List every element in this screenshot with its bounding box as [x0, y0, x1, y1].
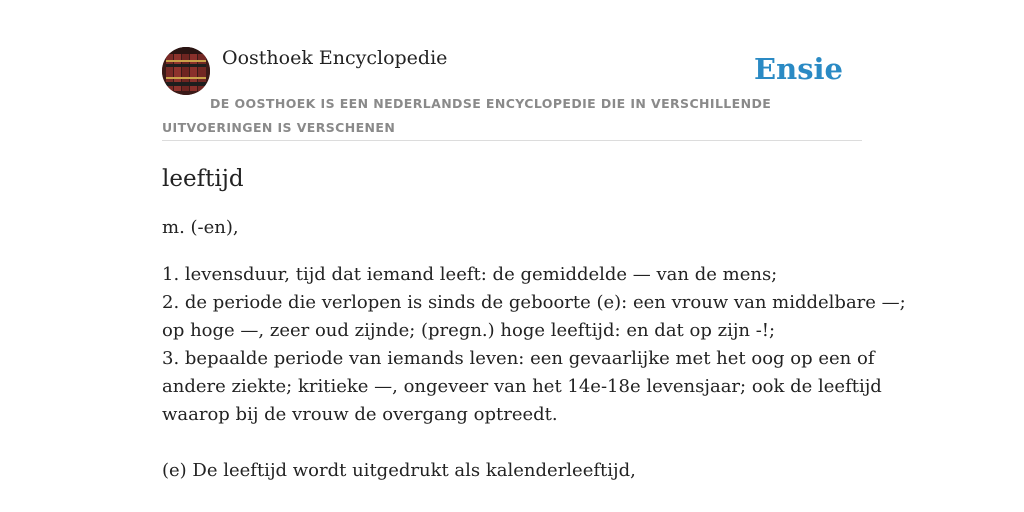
- definition-line: waarop bij de vrouw de overgang optreedt.: [162, 404, 558, 425]
- brand-logo[interactable]: Ensie: [754, 52, 843, 86]
- definition-line: 3. bepaalde periode van iemands leven: een gevaarlijke met het oog op een of: [162, 348, 875, 369]
- entry-term: leeftijd: [162, 166, 244, 192]
- definition-line: 1. levensduur, tijd dat iemand leeft: de gemiddelde — van de mens;: [162, 264, 778, 285]
- site-header: [162, 44, 862, 141]
- definition-line: andere ziekte; kritieke —, ongeveer van het 14e-18e levensjaar; ook de leeftijd: [162, 376, 882, 397]
- entry-content: [162, 163, 906, 485]
- definition-line: op hoge —, zeer oud zijnde; (pregn.) hoge leeftijd: en dat op zijn -!;: [162, 320, 776, 341]
- entry-note: (e) De leeftijd wordt uitgedrukt als kalenderleeftijd,: [162, 460, 636, 481]
- encyclopedia-books-icon: [162, 47, 210, 95]
- avatar[interactable]: [162, 47, 210, 95]
- entry-definition: [162, 261, 906, 429]
- site-tagline: DE OOSTHOEK IS EEN NEDERLANDSE ENCYCLOPEDIE DIE IN VERSCHILLENDE UITVOERINGEN IS VERSCHENEN: [162, 96, 772, 135]
- entry-grammar: m. (-en),: [162, 217, 239, 238]
- definition-line: 2. de periode die verlopen is sinds de geboorte (e): een vrouw van middelbare —;: [162, 292, 906, 313]
- site-title[interactable]: Oosthoek Encyclopedie: [222, 47, 448, 69]
